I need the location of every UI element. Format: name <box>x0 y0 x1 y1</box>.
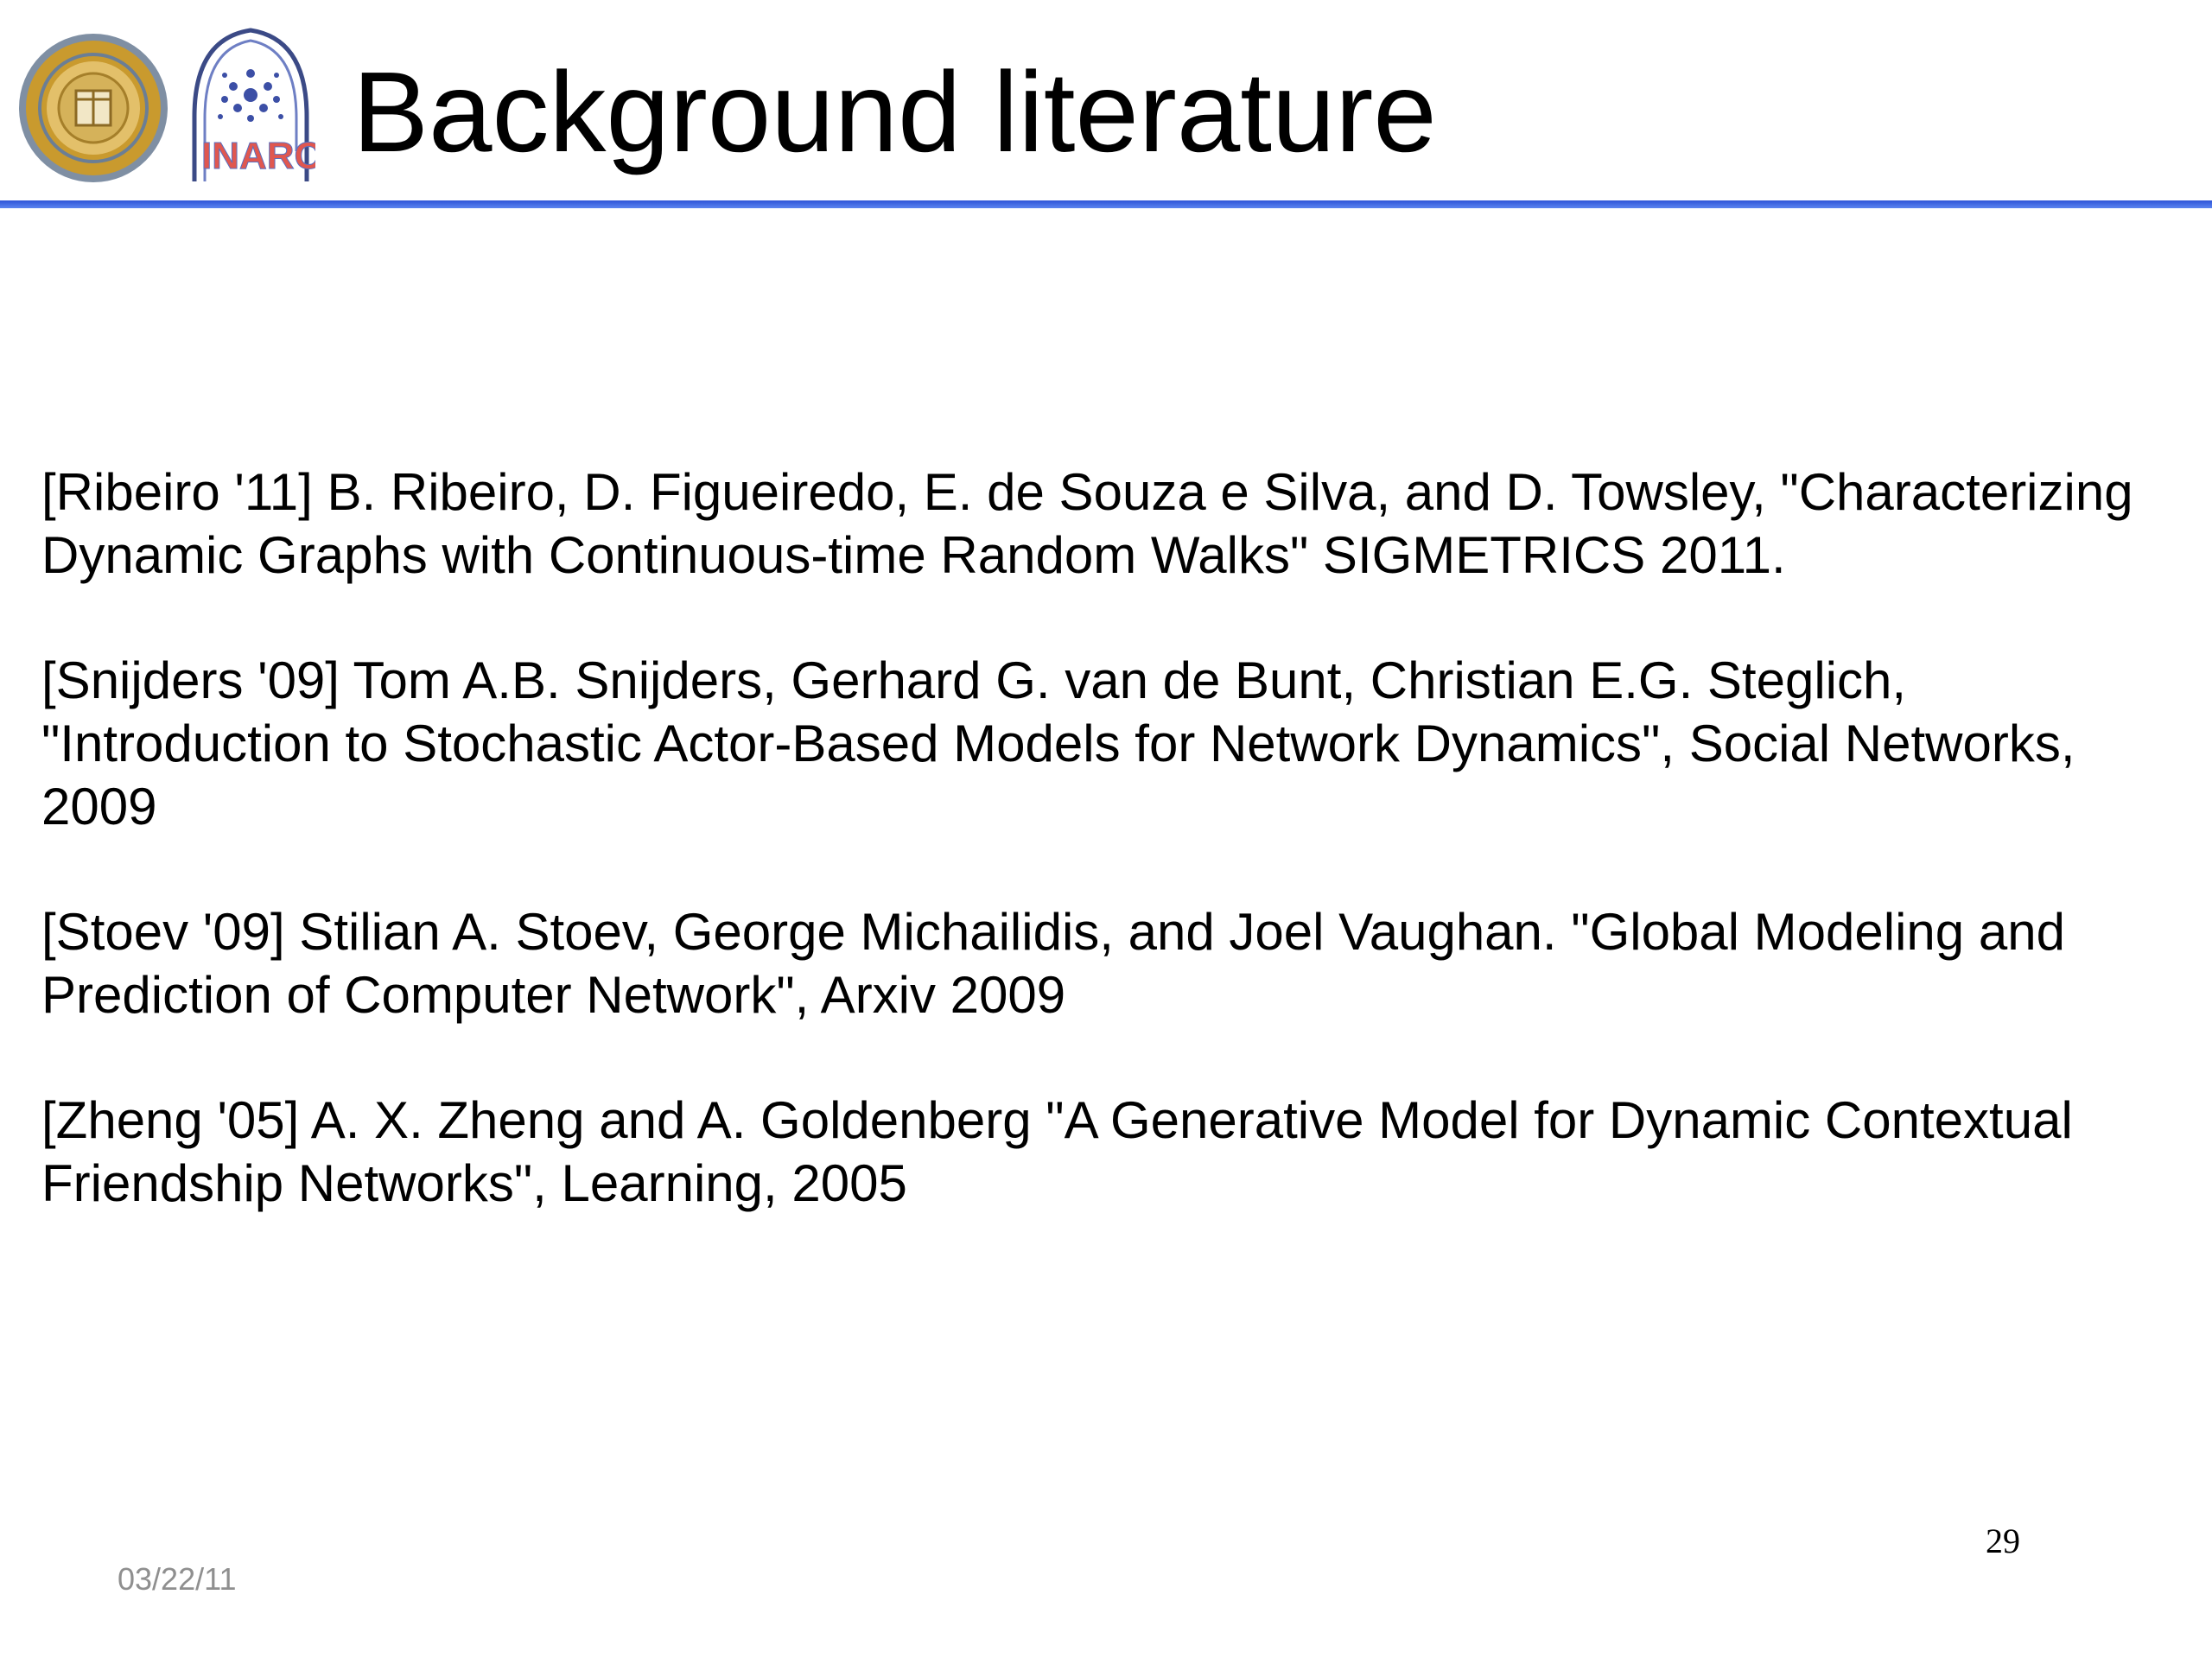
footer-date: 03/22/11 <box>118 1561 237 1597</box>
header-divider <box>0 200 2212 208</box>
inarc-logo-text: INARC <box>201 135 315 177</box>
reference-snijders: [Snijders '09] Tom A.B. Snijders, Gerhard G. van de Bunt, Christian E.G. Steglich, "Introduction to Stochastic Actor-Based Models for Network Dynamics", Social Networks, 2009 <box>41 651 2075 835</box>
reference-stoev: [Stoev '09] Stilian A. Stoev, George Michailidis, and Joel Vaughan. "Global Modeling and Prediction of Computer Network", Arxiv 2009 <box>41 903 2065 1024</box>
inarc-logo-icon <box>186 22 315 186</box>
slide-title: Background literature <box>353 48 1437 175</box>
reference-list <box>41 461 2184 1277</box>
reference-ribeiro: [Ribeiro '11] B. Ribeiro, D. Figueiredo, E. de Souza e Silva, and D. Towsley, "Characterizing Dynamic Graphs with Continuous-time Random Walks" SIGMETRICS 2011. <box>41 463 2133 584</box>
reference-zheng: [Zheng '05] A. X. Zheng and A. Goldenberg "A Generative Model for Dynamic Contextual Friendship Networks", Learning, 2005 <box>41 1091 2073 1212</box>
page-number: 29 <box>1986 1521 2020 1560</box>
university-seal-icon <box>16 30 171 186</box>
